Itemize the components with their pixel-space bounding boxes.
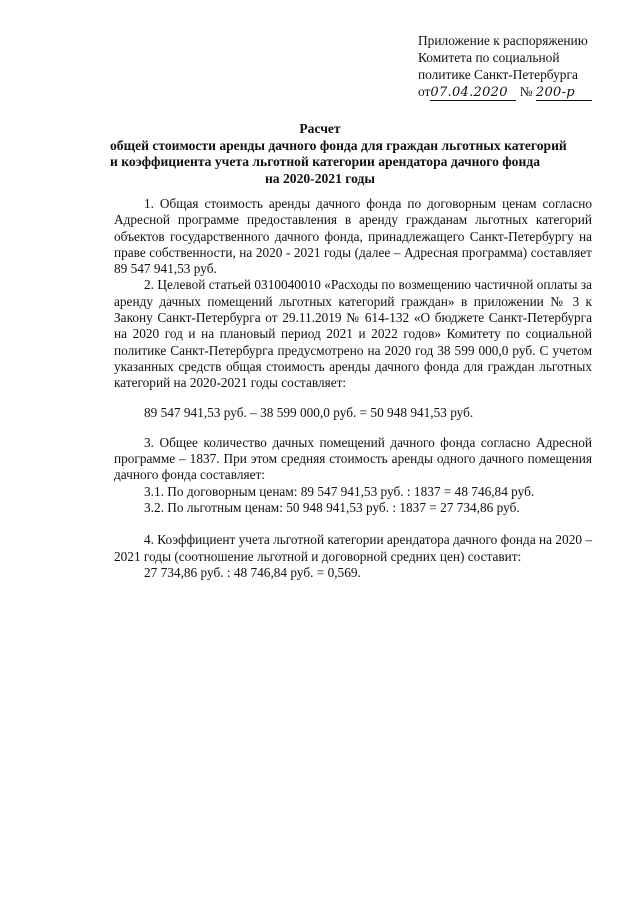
document-title	[110, 121, 567, 187]
title-line-4: на 2020-2021 годы	[264, 170, 376, 186]
from-label: от	[418, 84, 431, 99]
handwritten-date: 07.04.2020	[430, 86, 516, 101]
formula-2: 27 734,86 руб. : 48 746,84 руб. = 0,569.	[144, 564, 361, 580]
title-line-1: Расчет	[299, 121, 341, 136]
paragraph-3-2: 3.2. По льготным ценам: 50 948 941,53 руб. : 1837 = 27 734,86 руб.	[144, 500, 520, 516]
paragraph-1: 1. Общая стоимость аренды дачного фонда по договорным ценам согласно Адресной программе предоставления в аренду гражданам льготных категорий объектов государственного дачного фонда, принадлежащего Санкт-Петербургу на праве собственности, на 2020 - 2021 годы (далее – Адресная программа) составляет 89 547 941,53 руб.	[114, 196, 592, 277]
paragraph-3-1: 3.1. По договорным ценам: 89 547 941,53 руб. : 1837 = 48 746,84 руб.	[144, 483, 535, 499]
appendix-line-1: Приложение к распоряжению	[418, 33, 588, 48]
formula-1: 89 547 941,53 руб. – 38 599 000,0 руб. = 50 948 941,53 руб.	[144, 404, 474, 420]
appendix-line-2: Комитета по социальной	[418, 50, 560, 65]
handwritten-number: 200-р	[536, 86, 592, 101]
spacer	[114, 516, 592, 532]
number-label: №	[519, 84, 533, 99]
paragraph-4: 4. Коэффициент учета льготной категории арендатора дачного фонда на 2020 – 2021 годы (соотношение льготной и договорной средних цен) составит:	[114, 532, 592, 564]
paragraph-2: 2. Целевой статьей 0310040010 «Расходы по возмещению частичной оплаты за аренду дачных помещений льготных категорий граждан» в приложении № 3 к Закону Санкт-Петербурга от 29.11.2019 № 614-132 «О бюджете Санкт-Петербурга на 2020 год и на плановый период 2021 и 2022 годов» Комитету по социальной политике Санкт-Петербурга предусмотрено на 2020 год 38 599 000,0 руб. С учетом указанных средств общая стоимость аренды дачного фонда для граждан льготных категорий на 2020-2021 годы составляет:	[114, 277, 592, 391]
title-line-2: общей стоимости аренды дачного фонда для граждан льготных категорий	[110, 137, 567, 153]
paragraph-3: 3. Общее количество дачных помещений дачного фонда согласно Адресной программе – 1837. При этом средняя стоимость аренды одного дачного помещения дачного фонда составляет:	[114, 434, 592, 483]
appendix-block	[418, 32, 618, 101]
appendix-line-3: политике Санкт-Петербурга	[418, 67, 578, 82]
appendix-date-line	[418, 83, 618, 101]
title-line-3: и коэффициента учета льготной категории арендатора дачного фонда	[110, 154, 540, 169]
document-body	[114, 196, 592, 581]
